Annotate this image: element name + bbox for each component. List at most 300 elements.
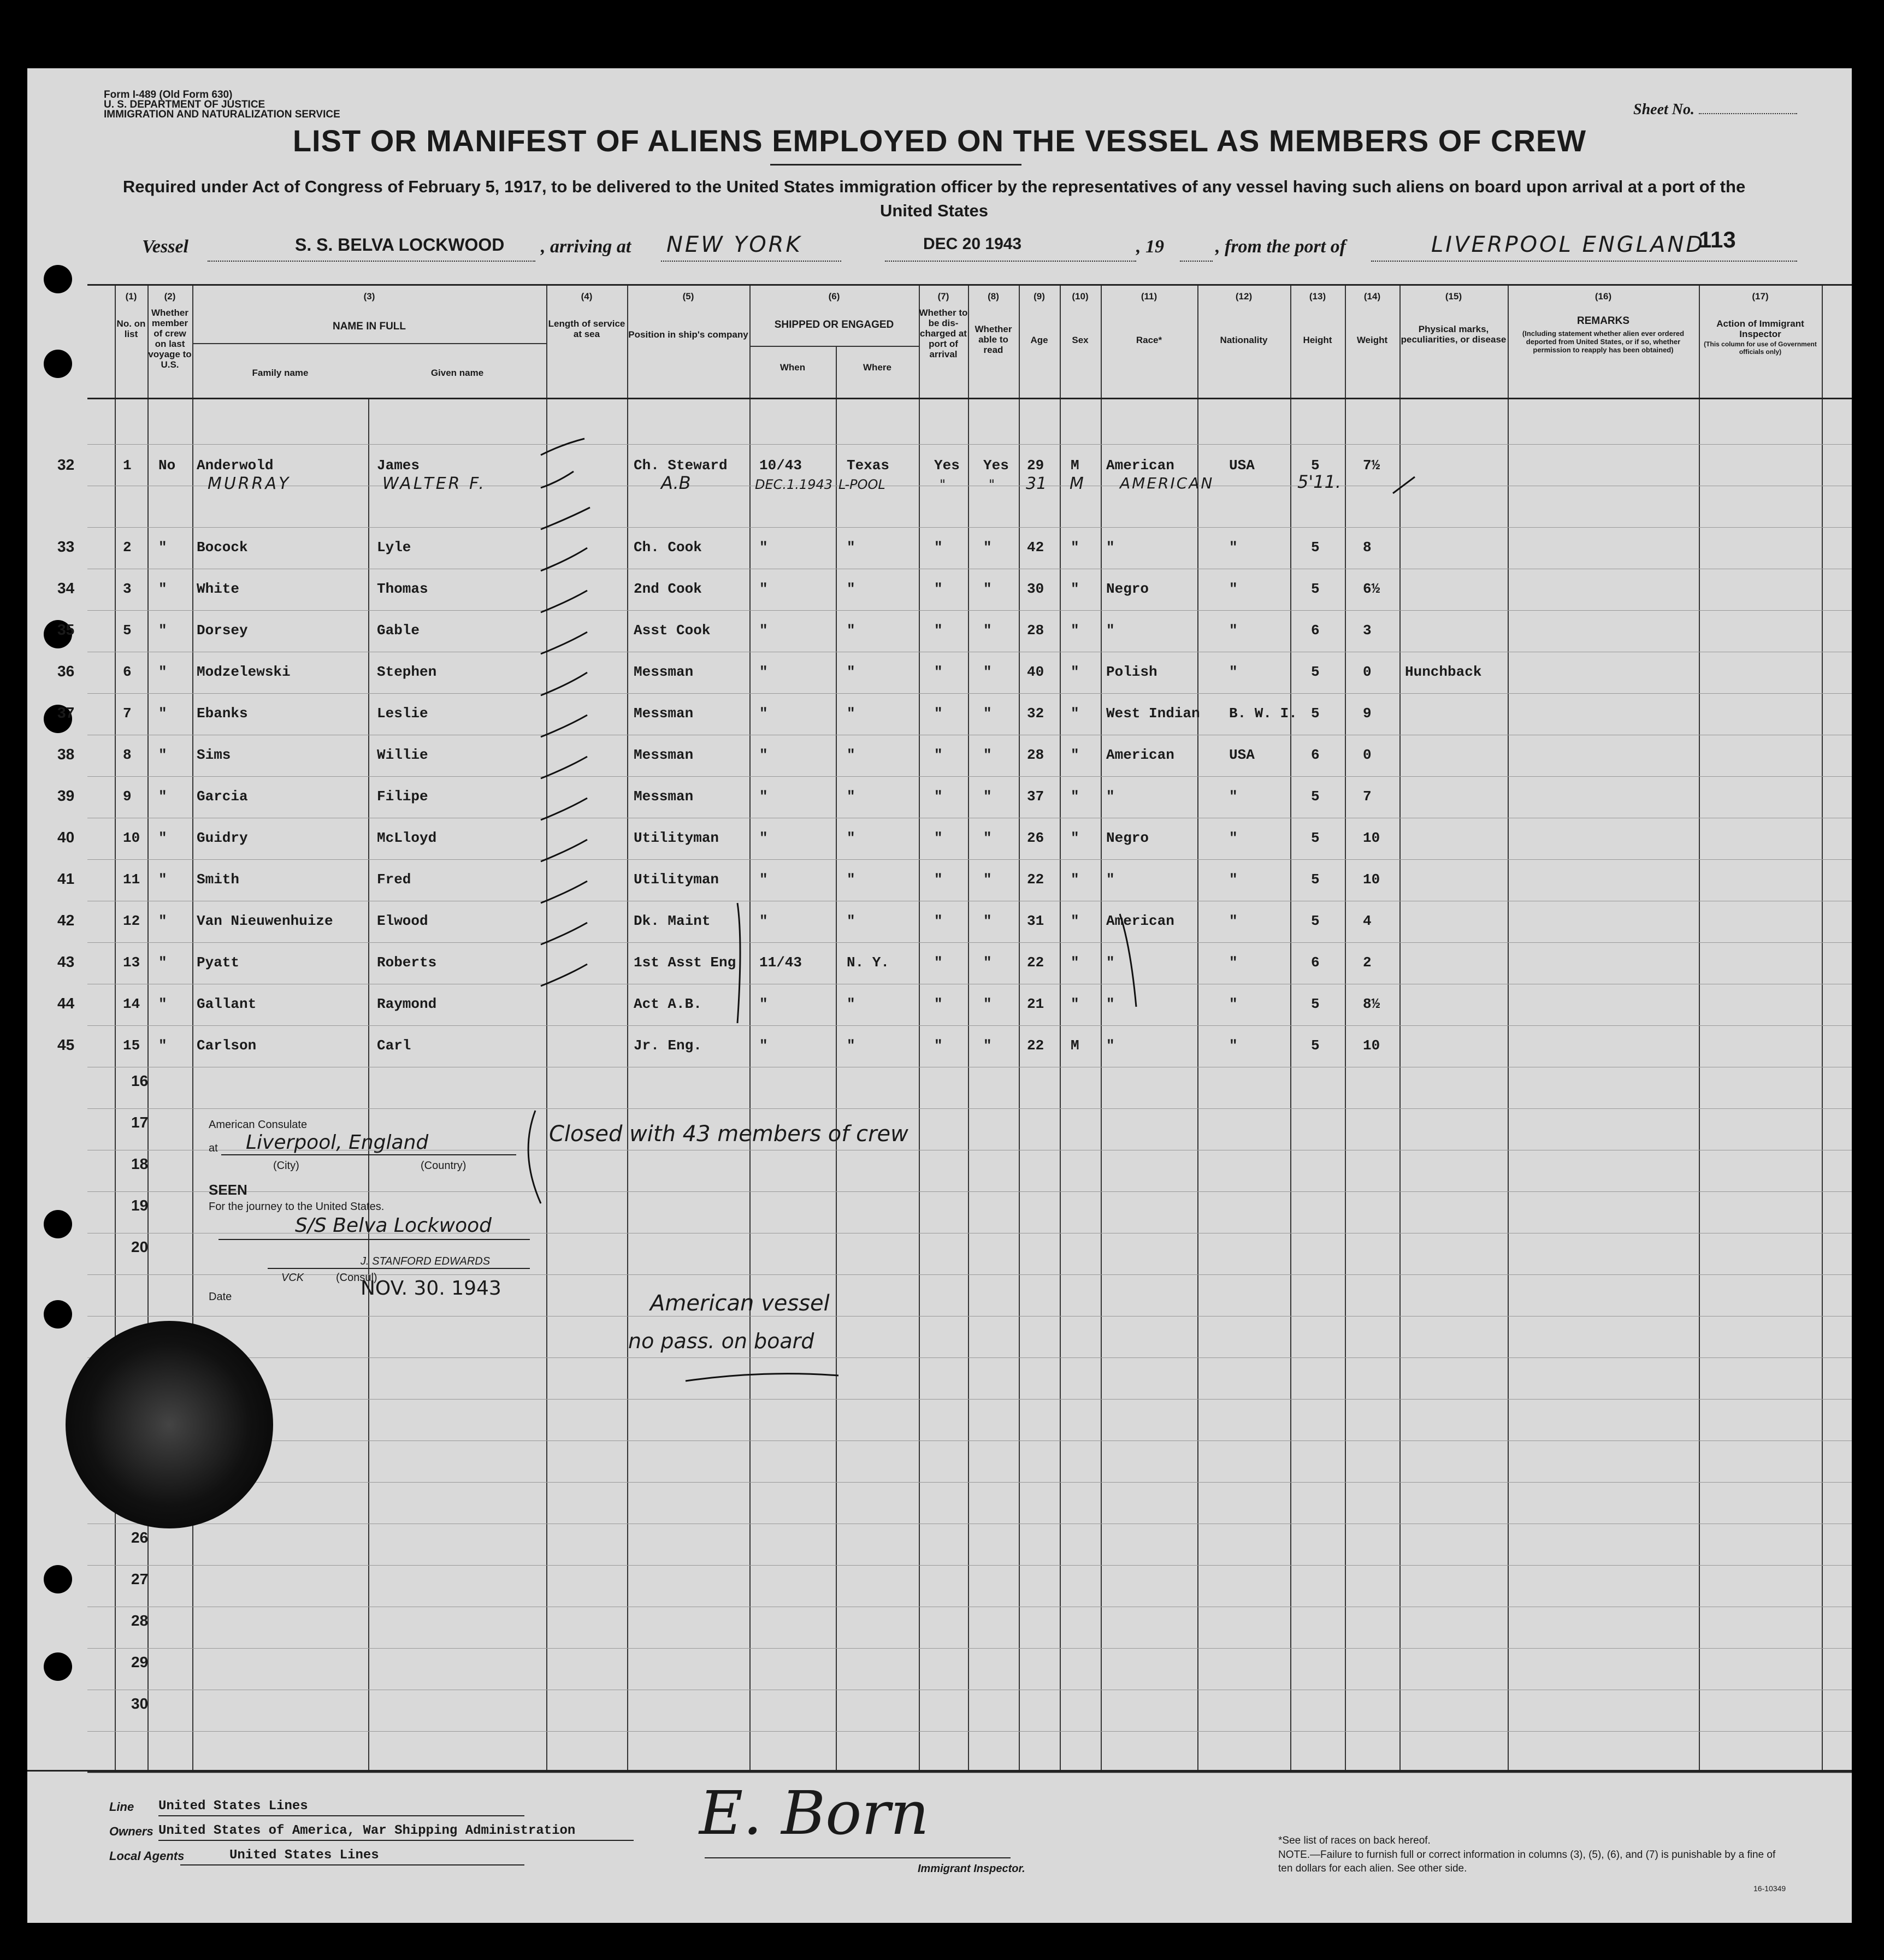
cell-shipped-when: " [759,539,768,556]
cell-weight: 7 [1363,788,1372,805]
cell-able-to-read: " [983,1037,992,1054]
service-ticks [87,286,1852,887]
cell-last-voyage: " [158,1037,167,1054]
cell-family-name: Bocock [197,539,248,556]
cell-height: 5 [1311,913,1320,929]
cell-family-name: Carlson [197,1037,257,1054]
cell-nationality: " [1229,581,1238,597]
cell-given-name: Raymond [377,996,437,1012]
cell-race: Negro [1106,581,1149,597]
header-nationality: Nationality [1220,335,1268,345]
cell-able-to-read: " [983,871,992,888]
cell-family-name: Garcia [197,788,248,805]
cell-sex: " [1071,539,1079,556]
cell-position: Messman [634,788,694,805]
cell-given-name: Carl [377,1037,411,1054]
cell-discharged: " [934,871,943,888]
cell-shipped-when: " [759,788,768,805]
cell-row-number: 41 [57,870,75,887]
consul-initials: VCK [281,1272,304,1284]
cell-race: " [1106,954,1115,971]
cell-family-name: Pyatt [197,954,240,971]
cell-discharged: " [934,747,943,763]
cell-sex: " [1071,622,1079,639]
cell-family-name: Modzelewski [197,664,291,680]
cell-nationality: " [1229,954,1238,971]
cell-nationality: B. W. I. [1229,705,1297,722]
cell-given-name: Stephen [377,664,437,680]
cell-age: 37 [1027,788,1044,805]
cell-shipped-when: " [759,871,768,888]
cell-weight: 4 [1363,913,1372,929]
header-able-to-read: Whether able to read [975,324,1012,355]
cell-weight: 0 [1363,747,1372,763]
american-vessel-annotation: American vessel [650,1291,830,1316]
cell-height: 5 [1311,830,1320,846]
header-position: Position in ship's company [628,329,748,340]
blank-row-number: 19 [131,1197,149,1214]
agents-label: Local Agents [109,1849,185,1863]
cell-row-number: 44 [57,995,75,1012]
cell-shipped-where: " [847,788,855,805]
inserted-where: L-POOL [838,477,885,492]
cell-height: 5 [1311,788,1320,805]
cell-discharged: " [934,788,943,805]
cell-able-to-read: " [983,705,992,722]
consulate-label: American Consulate [209,1119,308,1131]
header-family-name: Family name [252,368,309,378]
cell-sex: " [1071,830,1079,846]
cell-weight: 2 [1363,954,1372,971]
cell-position: Utilityman [634,871,719,888]
cell-age: 28 [1027,747,1044,763]
blank-row-number: 27 [131,1571,149,1587]
cell-shipped-when: " [759,1037,768,1054]
cell-row-number: 39 [57,787,75,804]
cell-row-number: 42 [57,912,75,929]
cell-position: Messman [634,747,694,763]
cell-family-name: Gallant [197,996,257,1012]
manifest-sheet [27,68,1852,1923]
cell-weight: 10 [1363,830,1380,846]
cell-family-name: Smith [197,871,240,888]
annotation-underline [683,1367,847,1389]
cell-discharged: " [934,664,943,680]
cell-shipped-when: " [759,581,768,597]
inspector-signature: E. Born [699,1778,929,1848]
page-title: LIST OR MANIFEST OF ALIENS EMPLOYED ON THE VESSEL AS MEMBERS OF CREW [292,123,1587,158]
header-action-note: (This column for use of Government officials only) [1704,340,1817,356]
cell-shipped-where: " [847,996,855,1012]
page-number: 113 [1699,227,1736,252]
header-when: When [779,362,806,373]
cell-height: 5 [1311,996,1320,1012]
cell-list-number: 12 [123,913,140,929]
cell-discharged: Yes [934,457,960,474]
cell-weight: 8½ [1363,996,1380,1012]
department-name: U. S. DEPARTMENT OF JUSTICE [104,99,265,110]
cell-discharged: " [934,913,943,929]
cell-last-voyage: " [158,830,167,846]
agents-value: United States Lines [229,1848,379,1863]
cell-sex: " [1071,581,1079,597]
inserted-sex: M [1070,474,1084,493]
cell-list-number: 7 [123,705,132,722]
cell-age: 28 [1027,622,1044,639]
cell-list-number: 3 [123,581,132,597]
cell-able-to-read: " [983,622,992,639]
consul-label: (Consul) [336,1272,377,1284]
cell-row-number: 33 [57,538,75,555]
header-no-on-list: No. on list [116,318,146,339]
no-passengers-annotation: no pass. on board [628,1329,814,1353]
cell-able-to-read: " [983,996,992,1012]
vessel-line [142,227,1835,265]
cell-position: Act A.B. [634,996,702,1012]
cell-age: 31 [1027,913,1044,929]
blank-row-number: 18 [131,1155,149,1172]
header-race: Race* [1136,335,1162,345]
cell-last-voyage: " [158,996,167,1012]
cell-discharged: " [934,622,943,639]
cell-list-number: 8 [123,747,132,763]
cell-shipped-where: " [847,747,855,763]
page-subtitle: Required under Act of Congress of February 5, 1917, to be delivered to the United States immigration officer by the representatives of any vessel having such aliens on board upon arrival at a port of the United States [122,177,1746,220]
cell-discharged: " [934,539,943,556]
inserted-race: AMERICAN [1120,474,1214,492]
cell-sex: " [1071,954,1079,971]
cell-list-number: 9 [123,788,132,805]
cell-discharged: " [934,705,943,722]
cell-shipped-where: " [847,622,855,639]
cell-race: " [1106,996,1115,1012]
cell-race: American [1106,747,1174,763]
consulate-at: at [209,1142,218,1154]
cell-discharged: " [934,1037,943,1054]
cell-able-to-read: " [983,539,992,556]
cell-age: 22 [1027,871,1044,888]
cell-age: 40 [1027,664,1044,680]
cell-age: 30 [1027,581,1044,597]
cell-last-voyage: " [158,622,167,639]
cell-position: Dk. Maint [634,913,711,929]
header-action: Action of Immigrant Inspector [1716,318,1804,339]
consulate-ship: S/S Belva Lockwood [295,1214,492,1237]
cell-age: 26 [1027,830,1044,846]
cell-family-name: White [197,581,240,597]
cell-shipped-where: " [847,705,855,722]
cell-row-number: 35 [57,621,75,638]
cell-nationality: " [1229,664,1238,680]
cell-position: Asst Cook [634,622,711,639]
cell-race: " [1106,1037,1115,1054]
crew-table: (1) (2) (3) (4) (5) (6) (7) (8) (9) (10) (11) (12) (13) (14) (15) (16) (17) No. on list Whether member of crew on last voyage to U.S. NAME IN FULL Family name Given name Length of service at sea Position in ship's company SHIPPED OR ENGAGED When Where Whether to be dis- charged at port of arrival Whether able to read Age Sex Race* Nationality Height Weight Physical marks, peculiarities, or disease REMARKS (Including statement whether alien ever ordered deported from United States, or if so, whether permission to reapply has been obtained) Action of Immigrant Inspector (This column for use of Government officials only) 32 1 No Anderwold James Ch. Steward 10/43 Texas Yes Yes 29 M American USA 5 7½ 33 2 " Bocock Lyle Ch. Cook " " " " 42 " " " 5 8 34 3 " White Thomas 2nd Cook " " " " 30 " Negro " 5 6½ 35 5 " Dorsey Gable Asst Cook " " " " 28 " " " 6 3 36 6 " Modzelewski Stephen Messman " " " " 40 " Polish " 5 0 Hunchback 37 7 " Ebanks Leslie Messman " " " " 32 " West Indian B. W. I. 5 9 38 8 " Sims Willie Messman " " " " 28 " American USA 6 0 39 9 " Garcia Filipe Messman " " " " 37 " " " 5 7 40 10 " Guidry McLloyd Utilityman " " " " 26 " Negro " 5 10 41 11 " Smith Fred Utilityman " " " " 22 " " " 5 10 42 12 " Van Nieuwenhuize Elwood Dk. Maint " " " " 31 " American " 5 4 43 13 " Pyatt Roberts 1st Asst Eng 11/43 N. Y. " " 22 " " " 6 2 44 14 " Gallant Raymond Act A.B. " " " " 21 " " " 5 8½ 45 15 " Carlson Carl Jr. Eng. " " " " 22 M " " 5 10 MURRAY WALTER F. A.B DEC.1.1943 L-POOL " " 31 M AMERICAN 5'11. 16 17 18 19 20 26 27 28 29 30 Closed with 43 members of crew American vessel no pass. on board American Consulate at Liverpool, England (City) (Country) SEEN For the journey to the United States. S/S Belva Lockwood J. STANFORD EDWARDS VCK (Consul) Date NOV. 30. 1943 [87,284,1852,1773]
cell-shipped-where: " [847,1037,855,1054]
cell-family-name: Anderwold [197,457,274,474]
consul-name: J. STANFORD EDWARDS [361,1255,491,1267]
cell-race: American [1106,457,1174,474]
cell-height: 6 [1311,747,1320,763]
cell-height: 5 [1311,581,1320,597]
cell-able-to-read: " [983,747,992,763]
blank-row-number: 30 [131,1695,149,1712]
cell-shipped-where: Texas [847,457,890,474]
service-name: IMMIGRATION AND NATURALIZATION SERVICE [104,109,340,120]
cell-nationality: " [1229,996,1238,1012]
cell-last-voyage: " [158,747,167,763]
cell-list-number: 10 [123,830,140,846]
cell-nationality: USA [1229,747,1255,763]
year-label: , 19 [1136,237,1164,257]
footer-divider [27,1770,1852,1772]
header-discharged: Whether to be dis- charged at port of arrival [919,308,968,359]
header-remarks: REMARKS [1576,315,1630,327]
cell-nationality: " [1229,539,1238,556]
form-code: 16-10349 [1753,1884,1786,1893]
cell-shipped-when: " [759,747,768,763]
cell-physical-marks: Hunchback [1405,664,1482,680]
cell-height: 5 [1311,871,1320,888]
cell-last-voyage: " [158,581,167,597]
cell-able-to-read: " [983,830,992,846]
cell-row-number: 32 [57,456,75,473]
cell-row-number: 45 [57,1036,75,1053]
cell-shipped-when: 10/43 [759,457,802,474]
header-age: Age [1030,335,1048,345]
cell-shipped-where: " [847,871,855,888]
line-label: Line [109,1800,134,1814]
cell-shipped-when: " [759,913,768,929]
penalty-note: NOTE.—Failure to furnish full or correct information in columns (3), (5), (6), and (7) is punishable by a fine of ten dollars for each alien. See other side. [1278,1849,1776,1874]
cell-race: " [1106,788,1115,805]
form-number: Form I-489 (Old Form 630) [104,89,233,101]
cell-last-voyage: " [158,788,167,805]
cell-race: American [1106,913,1174,929]
cell-given-name: Thomas [377,581,428,597]
cell-weight: 10 [1363,871,1380,888]
cell-given-name: Elwood [377,913,428,929]
cell-weight: 0 [1363,664,1372,680]
cell-height: 5 [1311,539,1320,556]
cell-sex: " [1071,788,1079,805]
blank-row-number: 29 [131,1654,149,1670]
cell-age: 42 [1027,539,1044,556]
cell-sex: M [1071,1037,1079,1054]
cell-family-name: Dorsey [197,622,248,639]
cell-sex: " [1071,664,1079,680]
cell-position: Ch. Cook [634,539,702,556]
cell-last-voyage: " [158,871,167,888]
cell-height: 6 [1311,622,1320,639]
title-underline [770,164,1021,166]
cell-discharged: " [934,830,943,846]
cell-able-to-read: " [983,913,992,929]
cell-race: " [1106,622,1115,639]
header-height: Height [1303,335,1332,345]
blank-row-number: 17 [131,1114,149,1131]
binder-hole [44,265,72,293]
cell-last-voyage: " [158,539,167,556]
header-sex: Sex [1072,335,1089,345]
cell-discharged: " [934,996,943,1012]
arrival-port: NEW YORK [666,232,802,257]
cell-shipped-when: " [759,830,768,846]
cell-sex: " [1071,705,1079,722]
cell-race: " [1106,539,1115,556]
header-name-in-full: NAME IN FULL [332,321,406,332]
cell-age: 21 [1027,996,1044,1012]
cell-position: 2nd Cook [634,581,702,597]
cell-last-voyage: " [158,913,167,929]
cell-given-name: Leslie [377,705,428,722]
header-physical-marks: Physical marks, peculiarities, or disease [1401,324,1507,345]
cell-list-number: 14 [123,996,140,1012]
closed-annotation: Closed with 43 members of crew [549,1121,908,1147]
cell-shipped-where: " [847,664,855,680]
cell-height: 5 [1311,705,1320,722]
cell-sex: " [1071,913,1079,929]
binder-hole [44,1300,72,1329]
cell-race: West Indian [1106,705,1200,722]
cell-given-name: Willie [377,747,428,763]
cell-last-voyage: " [158,705,167,722]
cell-able-to-read: " [983,954,992,971]
header-given-name: Given name [430,368,484,378]
cell-able-to-read: " [983,664,992,680]
cell-list-number: 13 [123,954,140,971]
binder-hole [44,1210,72,1238]
cell-nationality: " [1229,622,1238,639]
cell-height: 5 [1311,664,1320,680]
blank-row-number: 20 [131,1238,149,1255]
cell-weight: 3 [1363,622,1372,639]
cell-sex: " [1071,996,1079,1012]
cell-age: 29 [1027,457,1044,474]
consulate-date-label: Date [209,1291,232,1303]
cell-shipped-when: 11/43 [759,954,802,971]
binder-hole [44,1565,72,1593]
cell-sex: " [1071,747,1079,763]
cell-able-to-read: " [983,581,992,597]
consulate-seen: SEEN [209,1182,247,1198]
races-note: *See list of races on back hereof. [1278,1835,1431,1846]
cell-given-name: Lyle [377,539,411,556]
cell-row-number: 38 [57,746,75,763]
cell-height: 6 [1311,954,1320,971]
cell-family-name: Guidry [197,830,248,846]
cell-shipped-when: " [759,705,768,722]
cell-last-voyage: No [158,457,176,474]
cell-discharged: " [934,581,943,597]
cell-list-number: 2 [123,539,132,556]
cell-shipped-when: " [759,996,768,1012]
cell-position: Ch. Steward [634,457,728,474]
cell-race: " [1106,871,1115,888]
cell-given-name: McLloyd [377,830,437,846]
header-length-service: Length of service at sea [548,318,625,339]
cell-list-number: 1 [123,457,132,474]
cell-race: Polish [1106,664,1157,680]
cell-able-to-read: Yes [983,457,1009,474]
cell-height: 5 [1311,457,1320,474]
cell-weight: 7½ [1363,457,1380,474]
arrival-date: DEC 20 1943 [923,235,1022,253]
cell-given-name: Fred [377,871,411,888]
cell-shipped-when: " [759,622,768,639]
cell-list-number: 5 [123,622,132,639]
cell-shipped-when: " [759,664,768,680]
closed-bracket [513,1105,557,1214]
inserted-age: 31 [1026,474,1047,493]
header-shipped-engaged: SHIPPED OR ENGAGED [774,319,894,330]
cell-discharged: " [934,954,943,971]
blank-row-number: 28 [131,1612,149,1629]
cell-row-number: 43 [57,953,75,970]
arriving-label: , arriving at [541,237,631,257]
vessel-label: Vessel [142,237,188,257]
cell-given-name: Roberts [377,954,437,971]
cell-given-name: Filipe [377,788,428,805]
cell-given-name: James [377,457,420,474]
cell-position: Messman [634,705,694,722]
cell-weight: 8 [1363,539,1372,556]
from-port: LIVERPOOL ENGLAND [1431,232,1705,257]
cell-row-number: 40 [57,829,75,846]
cell-given-name: Gable [377,622,420,639]
cell-nationality: USA [1229,457,1255,474]
cell-shipped-where: N. Y. [847,954,890,971]
inserted-read: " [989,477,995,492]
inserted-given: WALTER F. [382,474,486,493]
header-remarks-note: (Including statement whether alien ever ordered deported from United States, or if so, whether permission to reapply has been obtained) [1522,329,1685,354]
owners-label: Owners [109,1825,153,1838]
from-port-label: , from the port of [1215,237,1346,257]
cell-list-number: 15 [123,1037,140,1054]
cell-nationality: " [1229,1037,1238,1054]
cell-sex: " [1071,871,1079,888]
cell-shipped-where: " [847,581,855,597]
cell-shipped-where: " [847,830,855,846]
cell-weight: 6½ [1363,581,1380,597]
cell-position: Utilityman [634,830,719,846]
binder-hole [44,1652,72,1681]
binder-hole [44,350,72,378]
cell-row-number: 34 [57,580,75,597]
consulate-country-label: (Country) [421,1160,466,1172]
header-whether-member: Whether member of crew on last voyage to U.S. [148,308,192,370]
inserted-when: DEC.1.1943 [755,477,833,492]
consulate-city-label: (City) [273,1160,299,1172]
cell-nationality: " [1229,788,1238,805]
cell-age: 22 [1027,1037,1044,1054]
cell-nationality: " [1229,830,1238,846]
embossed-seal [66,1321,273,1528]
cell-family-name: Ebanks [197,705,248,722]
cell-list-number: 11 [123,871,140,888]
cell-weight: 9 [1363,705,1372,722]
inserted-position: A.B [661,473,691,493]
cell-age: 22 [1027,954,1044,971]
consulate-journey: For the journey to the United States. [209,1201,385,1213]
owners-value: United States of America, War Shipping Administration [158,1823,576,1838]
cell-nationality: " [1229,913,1238,929]
cell-list-number: 6 [123,664,132,680]
service-ticks-lower [87,859,1852,1023]
cell-nationality: " [1229,871,1238,888]
cell-shipped-where: " [847,539,855,556]
consulate-city: Liverpool, England [246,1131,429,1154]
cell-row-number: 37 [57,704,75,721]
